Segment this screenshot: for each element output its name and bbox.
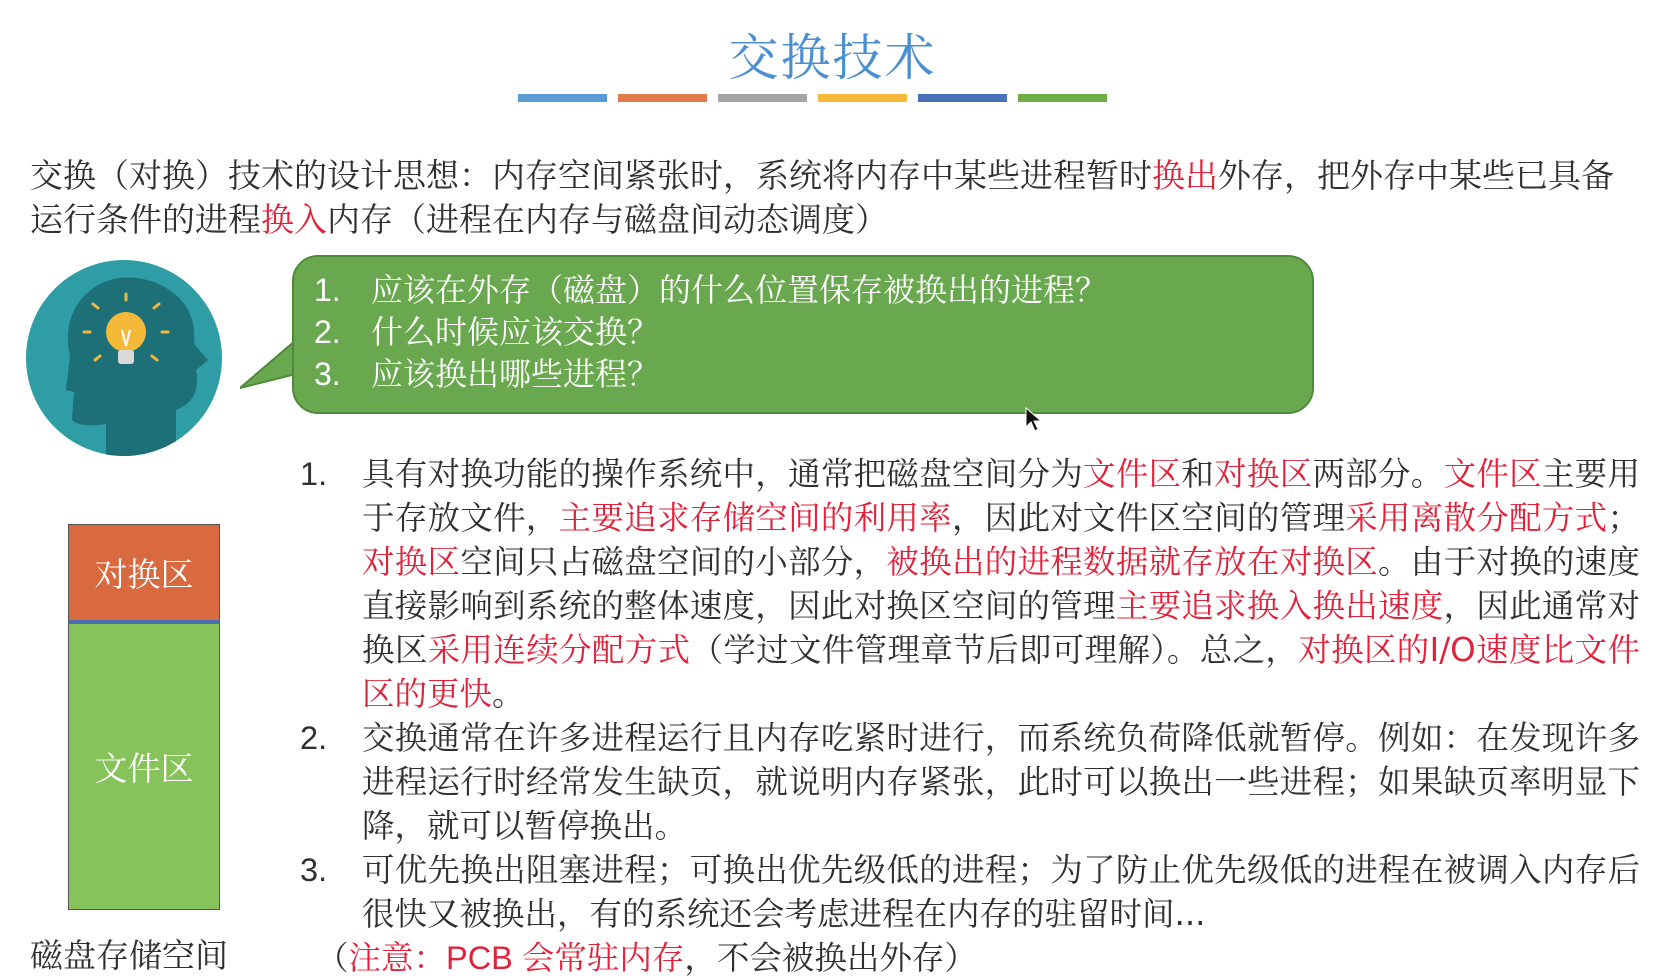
question-text: 什么时候应该交换？	[371, 313, 660, 351]
question-text: 应该在外存（磁盘）的什么位置保存被换出的进程？	[371, 271, 1108, 309]
slide-title: 交换技术	[728, 29, 937, 87]
disk-swap-area: 对换区	[68, 524, 220, 624]
answer-text: 交换通常在许多进程运行且内存吃紧时进行，而系统负荷降低就暂停。例如：在发现许多进程运行时经常发生缺页，就说明内存紧张，此时可以换出一些进程；如果缺页率明显下降，就可以暂停换出。	[362, 719, 1640, 845]
question-number: 3.	[314, 356, 341, 392]
question-number: 2.	[314, 314, 341, 350]
speech-bubble-tail	[240, 338, 300, 398]
questions-bubble	[292, 255, 1314, 414]
answer-item-3	[300, 848, 1640, 936]
color-bar-segment	[818, 94, 907, 102]
intro-text-1: 交换（对换）技术的设计思想：内存空间紧张时，系统将内存中某些进程暂时	[30, 156, 1152, 195]
question-text: 应该换出哪些进程？	[371, 355, 660, 393]
answer-text: 具有对换功能的操作系统中，通常把磁盘空间分为文件区和对换区两部分。文件区主要用于存放文件，主要追求存储空间的利用率，因此对文件区空间的管理采用离散分配方式；对换区空间只占磁盘空间的小部分，被换出的进程数据就存放在对换区。由于对换的速度直接影响到系统的整体速度，因此对换区空间的管理主要追求换入换出速度，因此通常对换区采用连续分配方式（学过文件管理章节后即可理解）。总之，对换区的I/O速度比文件区的更快。	[362, 455, 1640, 713]
color-bar-segment	[718, 94, 807, 102]
title-color-bar	[518, 94, 1107, 102]
disk-file-area: 文件区	[68, 624, 220, 910]
mouse-pointer-icon	[1025, 407, 1043, 433]
answer-number: 2.	[300, 720, 328, 756]
answer-item-1	[300, 452, 1640, 716]
question-item	[314, 353, 1312, 395]
disk-caption: 磁盘存储空间	[30, 936, 228, 975]
question-number: 1.	[314, 272, 341, 308]
answer-text: 可优先换出阻塞进程；可换出优先级低的进程；为了防止优先级低的进程在被调入内存后很快又被换出，有的系统还会考虑进程在内存的驻留时间...	[362, 851, 1640, 933]
answer-list	[300, 452, 1640, 980]
color-bar-segment	[1018, 94, 1107, 102]
answer-number: 3.	[300, 852, 328, 888]
answer-item-2	[300, 716, 1640, 848]
question-item	[314, 311, 1312, 353]
intro-highlight-swap-in: 换入	[261, 200, 327, 239]
intro-paragraph	[30, 154, 1630, 242]
color-bar-segment	[618, 94, 707, 102]
color-bar-segment	[918, 94, 1007, 102]
thinking-head-icon	[26, 260, 222, 456]
question-item	[314, 269, 1312, 311]
intro-text-2: 外存，把外存中某些已具备运行条件的进程	[30, 156, 1614, 239]
answer-number: 1.	[300, 456, 328, 492]
color-bar-segment	[518, 94, 607, 102]
intro-highlight-swap-out: 换出	[1152, 156, 1218, 195]
pcb-note: （注意：PCB 会常驻内存，不会被换出外存）	[316, 939, 977, 977]
intro-text-3: 内存（进程在内存与磁盘间动态调度）	[327, 200, 888, 239]
